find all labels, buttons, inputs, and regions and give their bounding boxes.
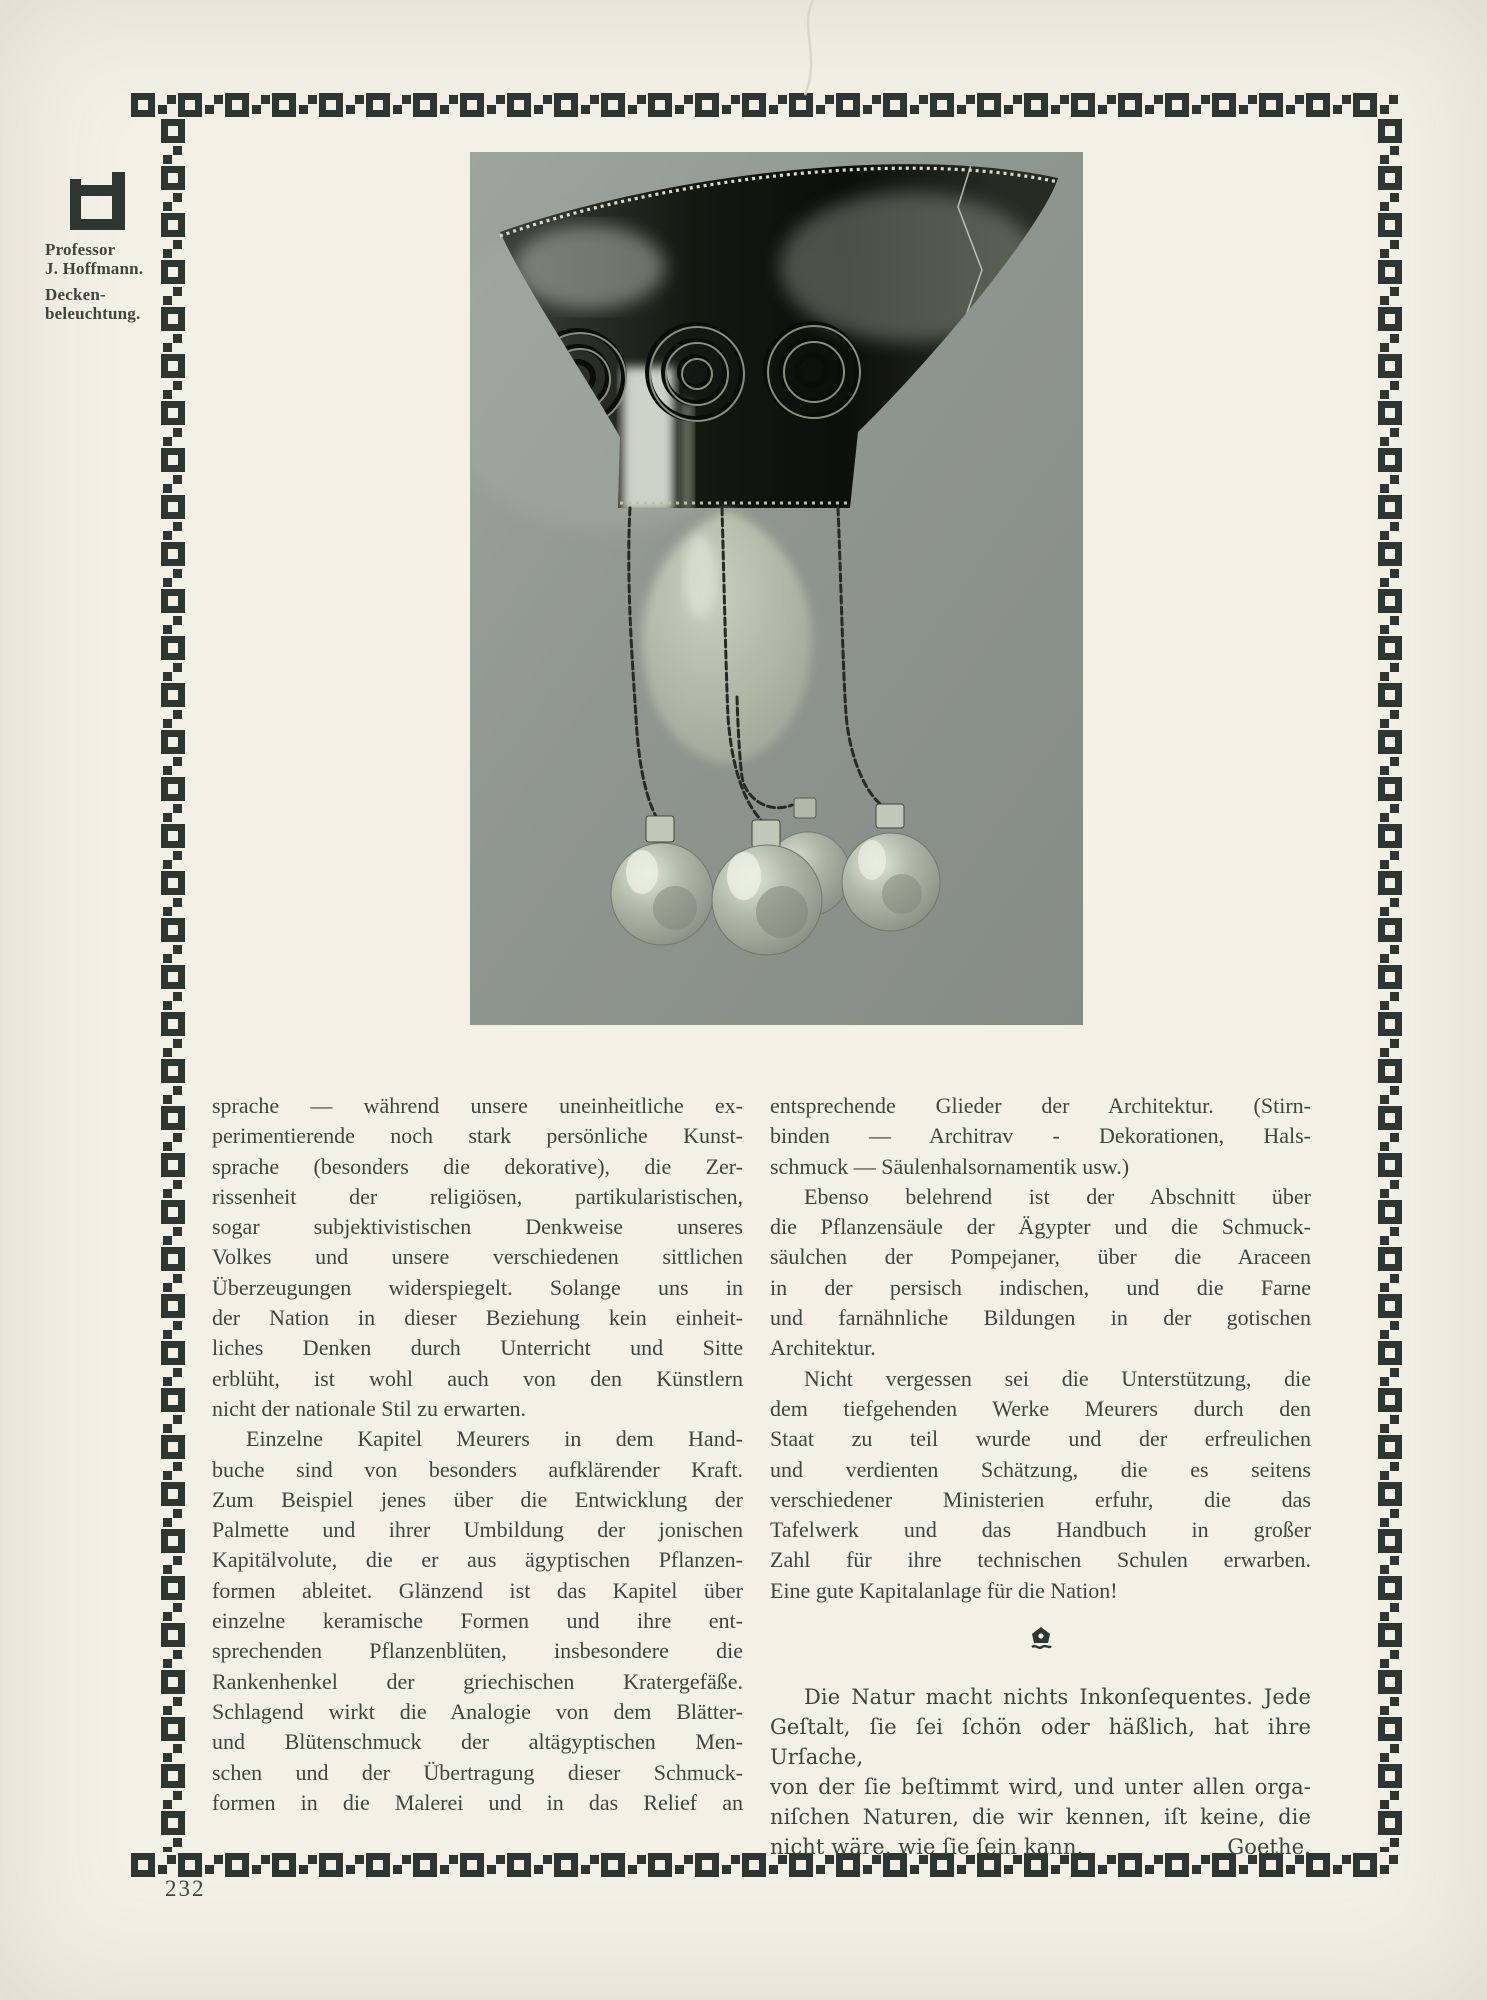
text-line: entsprechende Glieder der Architektur. (Stirn- [770, 1093, 1311, 1118]
text-line: sprechenden Pflanzenblüten, insbesondere die [212, 1638, 743, 1664]
text-line: und farnähnliche Bildungen in der gotischen [770, 1305, 1311, 1331]
text-line: Einzelne Kapitel Meurers in dem Hand- [246, 1426, 743, 1452]
text-column-right [770, 1091, 1311, 1862]
body-paragraph [212, 1091, 743, 1424]
decorative-border-right [1377, 118, 1404, 1852]
text-line: Überzeugungen widerspiegelt. Solange uns in [212, 1274, 743, 1300]
body-paragraph [770, 1364, 1311, 1606]
decorative-border-top [130, 92, 1400, 119]
caption-line: Decken- [45, 285, 106, 304]
hoffmann-square-monogram-icon [62, 172, 128, 232]
text-line: rissenheit der religiösen, partikularistischen, [212, 1183, 743, 1209]
photo-caption [45, 240, 185, 323]
body-paragraph [770, 1182, 1311, 1364]
text-line: Kapitälvolute, die er aus ägyptischen Pflanzen- [212, 1547, 743, 1573]
crown-scroll-ornament-icon [1029, 1625, 1053, 1655]
text-line: Ebenso belehrend ist der Abschnitt über [804, 1183, 1311, 1209]
body-paragraph [212, 1424, 743, 1818]
text-line: von der ſie beſtimmt wird, und unter allen orga- [770, 1775, 1311, 1800]
quote-last-line: nicht wäre, wie ſie ſein kann. [770, 1835, 1084, 1860]
text-line [770, 1832, 1311, 1862]
text-line: sogar subjektivistischen Denkweise unseres [212, 1214, 743, 1240]
text-line: Die Natur macht nichts Inkonſequentes. Jede [804, 1685, 1311, 1710]
text-line: die Pflanzensäule der Ägypter und die Schmuck- [770, 1214, 1311, 1240]
text-line: perimentierende noch stark persönliche Kunst- [212, 1123, 743, 1149]
text-line: Rankenhenkel der griechischen Kratergefäße. [212, 1668, 743, 1694]
caption-line: Professor [45, 240, 116, 259]
text-line: schen und der Übertragung dieser Schmuck- [212, 1759, 743, 1785]
text-line: Schlagend wirkt die Analogie von dem Blätter- [212, 1698, 743, 1724]
text-line: Architektur. [770, 1335, 876, 1361]
text-line: und Blütenschmuck der altägyptischen Men- [212, 1729, 743, 1755]
caption-line: J. Hoffmann. [45, 259, 144, 278]
text-line: niſchen Naturen, die wir kennen, iſt keine, die [770, 1805, 1311, 1830]
text-line: erblüht, ist wohl auch von den Künstlern [212, 1365, 743, 1391]
page-number: 232 [165, 1876, 206, 1901]
text-line: in der persisch indischen, und die Farne [770, 1274, 1311, 1300]
text-line: Zum Beispiel jenes über die Entwicklung der [212, 1486, 743, 1512]
text-line: einzelne keramische Formen und ihre ent- [212, 1608, 743, 1634]
text-line: formen in die Malerei und in das Relief an [212, 1789, 743, 1815]
text-line: der Nation in dieser Beziehung kein einheit- [212, 1305, 743, 1331]
text-line: sprache (besonders die dekorative), die Zer- [212, 1153, 743, 1179]
text-column-left [212, 1091, 743, 1818]
page-tear-mark [775, 0, 845, 96]
decorative-border-left [160, 118, 187, 1852]
text-line: Geſtalt, ſie ſei ſchön oder häßlich, hat ihre Urſache, [770, 1715, 1311, 1770]
text-line: formen ableitet. Glänzend ist das Kapitel über [212, 1577, 743, 1603]
text-line: und verdienten Schätzung, die es seitens [770, 1456, 1311, 1482]
text-line: buche sind von besonders aufklärender Kraft. [212, 1456, 743, 1482]
text-line: sprache — während unsere uneinheitliche ex- [212, 1093, 743, 1118]
text-line: Staat zu teil wurde und der erfreulichen [770, 1426, 1311, 1452]
lamp-photograph [470, 152, 1083, 1025]
text-line: Eine gute Kapitalanlage für die Nation! [770, 1577, 1118, 1603]
text-line: dem tiefgehenden Werke Meurers durch den [770, 1395, 1311, 1421]
text-line: Nicht vergessen sei die Unterstützung, die [804, 1365, 1311, 1391]
text-line: nicht der nationale Stil zu erwarten. [212, 1395, 526, 1421]
section-divider [770, 1612, 1311, 1668]
text-line: schmuck — Säulenhalsornamentik usw.) [770, 1153, 1130, 1179]
text-line: Palmette und ihrer Umbildung der jonischen [212, 1517, 743, 1543]
body-paragraph [770, 1091, 1311, 1182]
text-line: verschiedener Ministerien erfuhr, die das [770, 1486, 1311, 1512]
text-line: binden — Architrav - Dekorationen, Hals- [770, 1123, 1311, 1149]
caption-line: beleuchtung. [45, 304, 141, 323]
text-line: Tafelwerk und das Handbuch in großer [770, 1517, 1311, 1543]
goethe-quote-paragraph [770, 1682, 1311, 1862]
quote-attribution: Goethe. [1227, 1835, 1311, 1860]
text-line: liches Denken durch Unterricht und Sitte [212, 1335, 743, 1361]
text-line: Zahl für ihre technischen Schulen erwarben. [770, 1547, 1311, 1573]
text-line: Volkes und unsere verschiedenen sittlichen [212, 1244, 743, 1270]
text-line: säulchen der Pompejaner, über die Araceen [770, 1244, 1311, 1270]
